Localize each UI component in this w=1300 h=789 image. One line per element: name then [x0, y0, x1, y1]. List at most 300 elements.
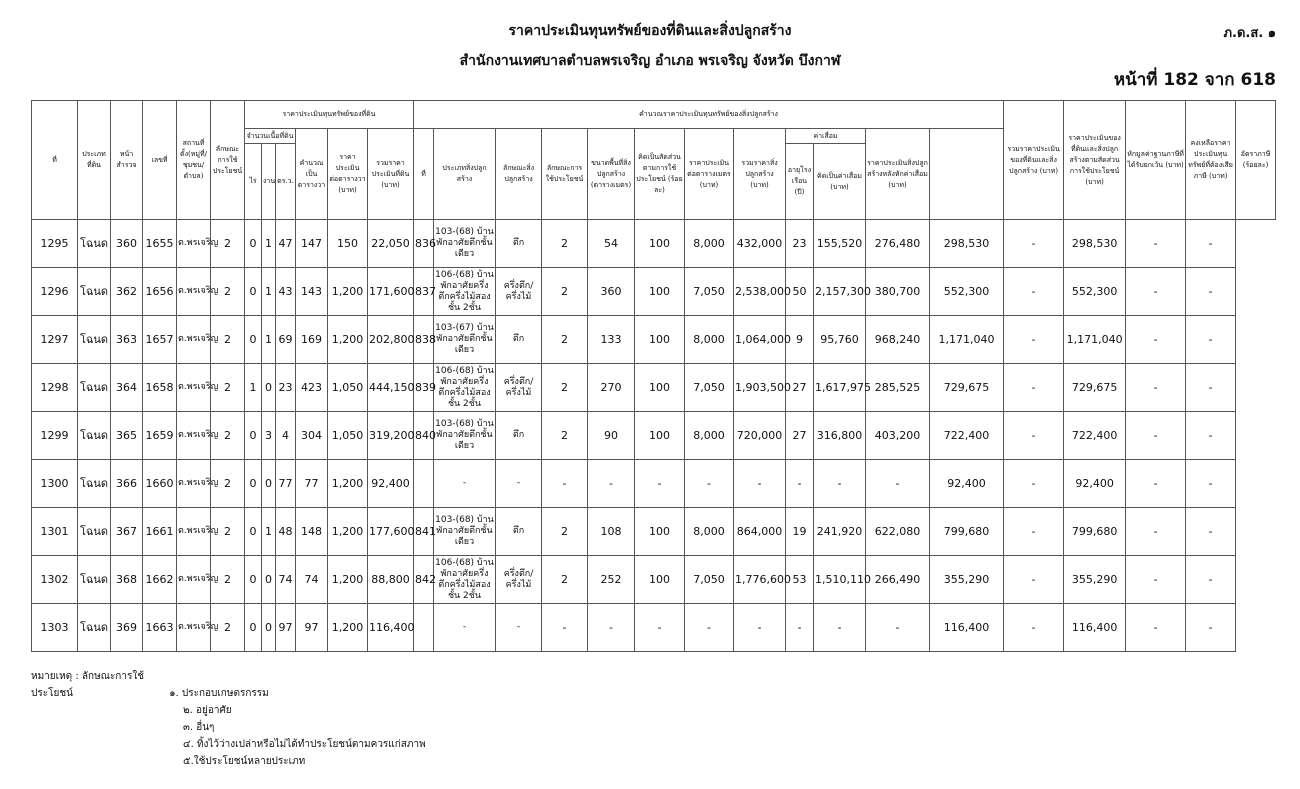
cell-total-value: 116,400 [930, 604, 1004, 652]
cell-deed-no: 1659 [143, 412, 177, 460]
col-price-per-sqm: ราคาประเมินต่อตารางเมตร (บาท) [685, 129, 734, 220]
cell-depr-value: 316,800 [814, 412, 866, 460]
cell-survey-page: 362 [111, 268, 143, 316]
footnote-item: ๕.ใช้ประโยชน์หลายประเภท [183, 756, 306, 767]
assessment-table [31, 100, 1276, 652]
cell-proportional: - [1004, 556, 1064, 604]
cell-bldg-no: 841 [414, 508, 434, 556]
cell-ngan: 1 [262, 268, 276, 316]
cell-depr-value: 1,510,110 [814, 556, 866, 604]
col-survey-page: หน้าสำรวจ [111, 101, 143, 220]
cell-wah: 43 [276, 268, 296, 316]
cell-proportional: - [1004, 460, 1064, 508]
cell-ngan: 1 [262, 508, 276, 556]
footnote-item: ๓. อื่นๆ [183, 722, 215, 733]
cell-land-type: โฉนด [78, 604, 111, 652]
cell-rai: 0 [245, 508, 262, 556]
cell-price-per-sqm: 8,000 [685, 220, 734, 268]
cell-deed-no: 1662 [143, 556, 177, 604]
cell-bldg-after-depr: 622,080 [866, 508, 930, 556]
cell-exemption: 552,300 [1064, 268, 1126, 316]
cell-wah: 23 [276, 364, 296, 412]
cell-wah: 69 [276, 316, 296, 364]
cell-price-per-sqm: 8,000 [685, 316, 734, 364]
cell-tax-rate: - [1186, 268, 1236, 316]
cell-bldg-usage: 2 [542, 556, 588, 604]
cell-sqwah-total: 169 [296, 316, 328, 364]
cell-no: 1297 [32, 316, 78, 364]
table-row [32, 316, 1276, 364]
cell-survey-page: 365 [111, 412, 143, 460]
cell-bldg-usage: 2 [542, 268, 588, 316]
cell-rai: 0 [245, 220, 262, 268]
cell-bldg-after-depr: - [866, 604, 930, 652]
cell-depr-value: 1,617,975 [814, 364, 866, 412]
cell-survey-page: 363 [111, 316, 143, 364]
cell-usage-pct: - [635, 460, 685, 508]
cell-bldg-type: 106-(68) บ้านพักอาศัยครึ่งตึกครึ่งไม้สองชั้น 2ชั้น [434, 364, 496, 412]
cell-bldg-after-depr: 380,700 [866, 268, 930, 316]
col-bldg-kind: ลักษณะสิ่งปลูกสร้าง [496, 129, 542, 220]
cell-depr-value: - [814, 604, 866, 652]
cell-location: ต.พรเจริญ [177, 412, 211, 460]
col-usage-pct: คิดเป็นสัดส่วนตามการใช้ประโยชน์ (ร้อยละ) [635, 129, 685, 220]
cell-price-per-wah: 1,200 [328, 604, 368, 652]
cell-tax-rate: - [1186, 364, 1236, 412]
cell-usage: 2 [211, 460, 245, 508]
cell-age: - [786, 604, 814, 652]
cell-bldg-no [414, 604, 434, 652]
cell-survey-page: 360 [111, 220, 143, 268]
cell-bldg-after-depr: 276,480 [866, 220, 930, 268]
cell-remaining: - [1126, 508, 1186, 556]
report-subtitle: สำนักงานเทศบาลตำบลพรเจริญ อำเภอ พรเจริญ จังหวัด บึงกาฬ [459, 53, 841, 69]
cell-land-total: 319,200 [368, 412, 414, 460]
cell-tax-rate: - [1186, 460, 1236, 508]
cell-location: ต.พรเจริญ [177, 268, 211, 316]
cell-bldg-total: - [734, 460, 786, 508]
cell-total-value: 355,290 [930, 556, 1004, 604]
cell-price-per-sqm: 7,050 [685, 556, 734, 604]
cell-bldg-usage: 2 [542, 508, 588, 556]
cell-exemption: 92,400 [1064, 460, 1126, 508]
cell-bldg-total: 1,903,500 [734, 364, 786, 412]
table-row [32, 220, 1276, 268]
cell-land-total: 116,400 [368, 604, 414, 652]
cell-remaining: - [1126, 556, 1186, 604]
col-ngan: งาน [262, 144, 276, 220]
table-row [32, 268, 1276, 316]
cell-bldg-no: 842 [414, 556, 434, 604]
cell-land-total: 177,600 [368, 508, 414, 556]
cell-deed-no: 1660 [143, 460, 177, 508]
cell-usage-pct: 100 [635, 508, 685, 556]
cell-remaining: - [1126, 220, 1186, 268]
cell-no: 1302 [32, 556, 78, 604]
cell-tax-rate: - [1186, 412, 1236, 460]
col-remaining: คงเหลือราคาประเมินทุนทรัพย์ที่ต้องเสียภาษี (บาท) [1186, 101, 1236, 220]
cell-land-total: 22,050 [368, 220, 414, 268]
cell-price-per-wah: 1,200 [328, 556, 368, 604]
col-exemption: หักมูลค่าฐานภาษีที่ได้รับยกเว้น (บาท) [1126, 101, 1186, 220]
cell-age: 50 [786, 268, 814, 316]
cell-land-type: โฉนด [78, 316, 111, 364]
cell-proportional: - [1004, 220, 1064, 268]
cell-sqwah-total: 74 [296, 556, 328, 604]
cell-exemption: 729,675 [1064, 364, 1126, 412]
cell-survey-page: 368 [111, 556, 143, 604]
cell-bldg-usage: 2 [542, 412, 588, 460]
report-title: ราคาประเมินทุนทรัพย์ของที่ดินและสิ่งปลูกสร้าง [508, 23, 792, 39]
cell-proportional: - [1004, 412, 1064, 460]
cell-deed-no: 1663 [143, 604, 177, 652]
cell-sqwah-total: 304 [296, 412, 328, 460]
cell-location: ต.พรเจริญ [177, 508, 211, 556]
cell-bldg-area: 252 [588, 556, 635, 604]
cell-no: 1303 [32, 604, 78, 652]
cell-remaining: - [1126, 364, 1186, 412]
cell-bldg-type: 106-(68) บ้านพักอาศัยครึ่งตึกครึ่งไม้สองชั้น 2ชั้น [434, 556, 496, 604]
cell-proportional: - [1004, 316, 1064, 364]
cell-tax-rate: - [1186, 316, 1236, 364]
cell-bldg-total: 2,538,000 [734, 268, 786, 316]
col-no: ที่ [32, 101, 78, 220]
cell-bldg-kind: ครึ่งตึก/ครึ่งไม้ [496, 364, 542, 412]
col-location: สถานที่ตั้ง(หมู่ที่/ชุมชน/ตำบล) [177, 101, 211, 220]
cell-bldg-kind: ตึก [496, 508, 542, 556]
col-bldg-usage: ลักษณะการใช้ประโยชน์ [542, 129, 588, 220]
cell-price-per-sqm: - [685, 460, 734, 508]
cell-bldg-no [414, 460, 434, 508]
cell-exemption: 116,400 [1064, 604, 1126, 652]
cell-rai: 0 [245, 316, 262, 364]
cell-no: 1298 [32, 364, 78, 412]
cell-bldg-area: 360 [588, 268, 635, 316]
cell-land-type: โฉนด [78, 412, 111, 460]
cell-proportional: - [1004, 268, 1064, 316]
cell-location: ต.พรเจริญ [177, 604, 211, 652]
cell-land-type: โฉนด [78, 220, 111, 268]
page-indicator: หน้าที่ 182 จาก 618 [1113, 70, 1276, 90]
cell-bldg-usage: - [542, 604, 588, 652]
cell-price-per-wah: 1,200 [328, 268, 368, 316]
col-bldg-area: ขนาดพื้นที่สิ่งปลูกสร้าง (ตารางเมตร) [588, 129, 635, 220]
cell-remaining: - [1126, 268, 1186, 316]
cell-bldg-area: 54 [588, 220, 635, 268]
col-bldg-type: ประเภทสิ่งปลูกสร้าง [434, 129, 496, 220]
table-row [32, 364, 1276, 412]
cell-total-value: 722,400 [930, 412, 1004, 460]
col-total-value: รวมราคาประเมินของที่ดินและสิ่งปลูกสร้าง (บาท) [1004, 101, 1064, 220]
cell-age: 53 [786, 556, 814, 604]
col-bldg-total: รวมราคาสิ่งปลูกสร้าง (บาท) [734, 129, 786, 220]
cell-usage-pct: 100 [635, 220, 685, 268]
cell-bldg-kind: ครึ่งตึก/ครึ่งไม้ [496, 268, 542, 316]
cell-exemption: 355,290 [1064, 556, 1126, 604]
cell-usage-pct: 100 [635, 364, 685, 412]
cell-total-value: 92,400 [930, 460, 1004, 508]
cell-sqwah-total: 77 [296, 460, 328, 508]
footnote-item: ๑. ประกอบเกษตรกรรม [169, 688, 269, 699]
cell-exemption: 722,400 [1064, 412, 1126, 460]
cell-exemption: 298,530 [1064, 220, 1126, 268]
cell-bldg-area: 90 [588, 412, 635, 460]
cell-price-per-sqm: 7,050 [685, 364, 734, 412]
cell-tax-rate: - [1186, 604, 1236, 652]
cell-bldg-area: - [588, 604, 635, 652]
cell-exemption: 799,680 [1064, 508, 1126, 556]
cell-land-total: 92,400 [368, 460, 414, 508]
cell-usage-pct: 100 [635, 268, 685, 316]
cell-bldg-usage: - [542, 460, 588, 508]
cell-bldg-no: 837 [414, 268, 434, 316]
cell-usage-pct: 100 [635, 316, 685, 364]
col-bldg-after-depr: ราคาประเมินสิ่งปลูกสร้างหลังหักค่าเสื่อม (บาท) [866, 129, 930, 220]
col-tax-rate: อัตราภาษี (ร้อยละ) [1236, 101, 1276, 220]
cell-bldg-type: 103-(67) บ้านพักอาศัยตึกชั้นเดียว [434, 316, 496, 364]
cell-price-per-wah: 150 [328, 220, 368, 268]
cell-land-type: โฉนด [78, 364, 111, 412]
group-land-area: จำนวนเนื้อที่ดิน [245, 129, 296, 144]
cell-rai: 0 [245, 412, 262, 460]
cell-land-type: โฉนด [78, 508, 111, 556]
cell-usage: 2 [211, 412, 245, 460]
cell-sqwah-total: 97 [296, 604, 328, 652]
cell-usage: 2 [211, 268, 245, 316]
cell-price-per-wah: 1,200 [328, 316, 368, 364]
cell-usage: 2 [211, 508, 245, 556]
cell-bldg-type: 106-(68) บ้านพักอาศัยครึ่งตึกครึ่งไม้สองชั้น 2ชั้น [434, 268, 496, 316]
col-deed-no: เลขที่ [143, 101, 177, 220]
cell-total-value: 1,171,040 [930, 316, 1004, 364]
cell-proportional: - [1004, 364, 1064, 412]
cell-total-value: 298,530 [930, 220, 1004, 268]
cell-bldg-no: 840 [414, 412, 434, 460]
cell-price-per-wah: 1,050 [328, 364, 368, 412]
cell-location: ต.พรเจริญ [177, 220, 211, 268]
cell-bldg-total: 432,000 [734, 220, 786, 268]
cell-bldg-area: 270 [588, 364, 635, 412]
cell-rai: 0 [245, 460, 262, 508]
cell-ngan: 0 [262, 460, 276, 508]
cell-depr-value: 95,760 [814, 316, 866, 364]
cell-bldg-type: 103-(68) บ้านพักอาศัยตึกชั้นเดียว [434, 508, 496, 556]
cell-no: 1299 [32, 412, 78, 460]
footnote-item: ๒. อยู่อาศัย [183, 705, 232, 716]
cell-bldg-total: - [734, 604, 786, 652]
cell-location: ต.พรเจริญ [177, 556, 211, 604]
cell-land-type: โฉนด [78, 556, 111, 604]
cell-land-total: 88,800 [368, 556, 414, 604]
cell-bldg-type: - [434, 460, 496, 508]
cell-remaining: - [1126, 604, 1186, 652]
cell-price-per-sqm: - [685, 604, 734, 652]
cell-usage: 2 [211, 220, 245, 268]
cell-age: 9 [786, 316, 814, 364]
cell-sqwah-total: 147 [296, 220, 328, 268]
cell-survey-page: 364 [111, 364, 143, 412]
col-wah: ตร.ว. [276, 144, 296, 220]
cell-no: 1301 [32, 508, 78, 556]
cell-bldg-total: 864,000 [734, 508, 786, 556]
cell-price-per-wah: 1,050 [328, 412, 368, 460]
cell-age: - [786, 460, 814, 508]
col-land-total: รวมราคาประเมินที่ดิน (บาท) [368, 129, 414, 220]
cell-total-value: 799,680 [930, 508, 1004, 556]
cell-bldg-kind: - [496, 460, 542, 508]
cell-bldg-area: 133 [588, 316, 635, 364]
cell-rai: 1 [245, 364, 262, 412]
cell-deed-no: 1655 [143, 220, 177, 268]
cell-survey-page: 369 [111, 604, 143, 652]
cell-deed-no: 1658 [143, 364, 177, 412]
col-rai: ไร่ [245, 144, 262, 220]
cell-location: ต.พรเจริญ [177, 364, 211, 412]
cell-price-per-wah: 1,200 [328, 508, 368, 556]
cell-bldg-type: 103-(68) บ้านพักอาศัยตึกชั้นเดียว [434, 220, 496, 268]
cell-usage: 2 [211, 364, 245, 412]
cell-bldg-after-depr: 403,200 [866, 412, 930, 460]
cell-tax-rate: - [1186, 220, 1236, 268]
cell-wah: 47 [276, 220, 296, 268]
cell-bldg-area: 108 [588, 508, 635, 556]
cell-bldg-total: 1,064,000 [734, 316, 786, 364]
cell-ngan: 3 [262, 412, 276, 460]
cell-deed-no: 1657 [143, 316, 177, 364]
cell-bldg-no: 836 [414, 220, 434, 268]
table-row [32, 604, 1276, 652]
col-sqwah-total: คำนวณเป็นตารางวา [296, 129, 328, 220]
cell-bldg-usage: 2 [542, 364, 588, 412]
cell-sqwah-total: 423 [296, 364, 328, 412]
cell-tax-rate: - [1186, 508, 1236, 556]
table-row [32, 412, 1276, 460]
cell-rai: 0 [245, 604, 262, 652]
cell-age: 19 [786, 508, 814, 556]
group-building-value: คำนวณราคาประเมินทุนทรัพย์ของสิ่งปลูกสร้าง [414, 101, 1004, 129]
cell-bldg-type: 103-(68) บ้านพักอาศัยตึกชั้นเดียว [434, 412, 496, 460]
group-depreciation: ค่าเสื่อม [786, 129, 866, 144]
cell-ngan: 0 [262, 364, 276, 412]
form-code: ภ.ด.ส. ๑ [1223, 26, 1276, 41]
cell-rai: 0 [245, 556, 262, 604]
cell-remaining: - [1126, 412, 1186, 460]
cell-age: 23 [786, 220, 814, 268]
table-body [32, 220, 1276, 652]
cell-bldg-kind: ตึก [496, 316, 542, 364]
cell-wah: 48 [276, 508, 296, 556]
cell-bldg-after-depr: 285,525 [866, 364, 930, 412]
cell-wah: 74 [276, 556, 296, 604]
cell-age: 27 [786, 412, 814, 460]
cell-bldg-area: - [588, 460, 635, 508]
cell-tax-rate: - [1186, 556, 1236, 604]
cell-sqwah-total: 143 [296, 268, 328, 316]
cell-no: 1300 [32, 460, 78, 508]
group-land-value: ราคาประเมินทุนทรัพย์ของที่ดิน [245, 101, 414, 129]
cell-ngan: 0 [262, 604, 276, 652]
cell-bldg-type: - [434, 604, 496, 652]
cell-bldg-kind: ตึก [496, 220, 542, 268]
cell-bldg-no: 839 [414, 364, 434, 412]
cell-survey-page: 367 [111, 508, 143, 556]
cell-land-total: 171,600 [368, 268, 414, 316]
cell-bldg-kind: ตึก [496, 412, 542, 460]
cell-survey-page: 366 [111, 460, 143, 508]
cell-usage-pct: 100 [635, 412, 685, 460]
cell-usage: 2 [211, 604, 245, 652]
cell-bldg-after-depr: 968,240 [866, 316, 930, 364]
cell-deed-no: 1656 [143, 268, 177, 316]
cell-bldg-kind: ครึ่งตึก/ครึ่งไม้ [496, 556, 542, 604]
cell-ngan: 1 [262, 316, 276, 364]
cell-location: ต.พรเจริญ [177, 316, 211, 364]
cell-proportional: - [1004, 604, 1064, 652]
cell-price-per-wah: 1,200 [328, 460, 368, 508]
cell-price-per-sqm: 8,000 [685, 412, 734, 460]
cell-wah: 4 [276, 412, 296, 460]
cell-land-total: 202,800 [368, 316, 414, 364]
cell-land-type: โฉนด [78, 460, 111, 508]
cell-remaining: - [1126, 460, 1186, 508]
cell-depr-value: 241,920 [814, 508, 866, 556]
table-row [32, 508, 1276, 556]
footnote [31, 668, 426, 770]
cell-sqwah-total: 148 [296, 508, 328, 556]
cell-bldg-usage: 2 [542, 316, 588, 364]
cell-land-total: 444,150 [368, 364, 414, 412]
cell-usage-pct: 100 [635, 556, 685, 604]
cell-no: 1295 [32, 220, 78, 268]
cell-total-value: 729,675 [930, 364, 1004, 412]
cell-depr-value: - [814, 460, 866, 508]
cell-bldg-after-depr: 266,490 [866, 556, 930, 604]
footnote-label: หมายเหตุ : ลักษณะการใช้ประโยชน์ [31, 671, 145, 699]
cell-ngan: 0 [262, 556, 276, 604]
table-row [32, 556, 1276, 604]
cell-remaining: - [1126, 316, 1186, 364]
col-price-per-wah: ราคาประเมินต่อตารางวา (บาท) [328, 129, 368, 220]
col-bldg-no: ที่ [414, 129, 434, 220]
footnote-item: ๔. ทิ้งไว้ว่างเปล่าหรือไม่ได้ทำประโยชน์ตามควรแก่สภาพ [183, 739, 426, 750]
table-row [32, 460, 1276, 508]
cell-exemption: 1,171,040 [1064, 316, 1126, 364]
cell-bldg-kind: - [496, 604, 542, 652]
cell-bldg-no: 838 [414, 316, 434, 364]
col-usage: ลักษณะการใช้ประโยชน์ [211, 101, 245, 220]
col-land-type: ประเภทที่ดิน [78, 101, 111, 220]
cell-proportional: - [1004, 508, 1064, 556]
cell-depr-value: 2,157,300 [814, 268, 866, 316]
cell-rai: 0 [245, 268, 262, 316]
cell-usage: 2 [211, 556, 245, 604]
cell-bldg-total: 1,776,600 [734, 556, 786, 604]
cell-wah: 77 [276, 460, 296, 508]
cell-land-type: โฉนด [78, 268, 111, 316]
cell-depr-value: 155,520 [814, 220, 866, 268]
cell-usage: 2 [211, 316, 245, 364]
cell-usage-pct: - [635, 604, 685, 652]
col-depr-value: คิดเป็นค่าเสื่อม (บาท) [814, 144, 866, 220]
cell-bldg-usage: 2 [542, 220, 588, 268]
cell-deed-no: 1661 [143, 508, 177, 556]
cell-location: ต.พรเจริญ [177, 460, 211, 508]
cell-bldg-after-depr: - [866, 460, 930, 508]
cell-bldg-total: 720,000 [734, 412, 786, 460]
cell-age: 27 [786, 364, 814, 412]
cell-ngan: 1 [262, 220, 276, 268]
cell-price-per-sqm: 7,050 [685, 268, 734, 316]
